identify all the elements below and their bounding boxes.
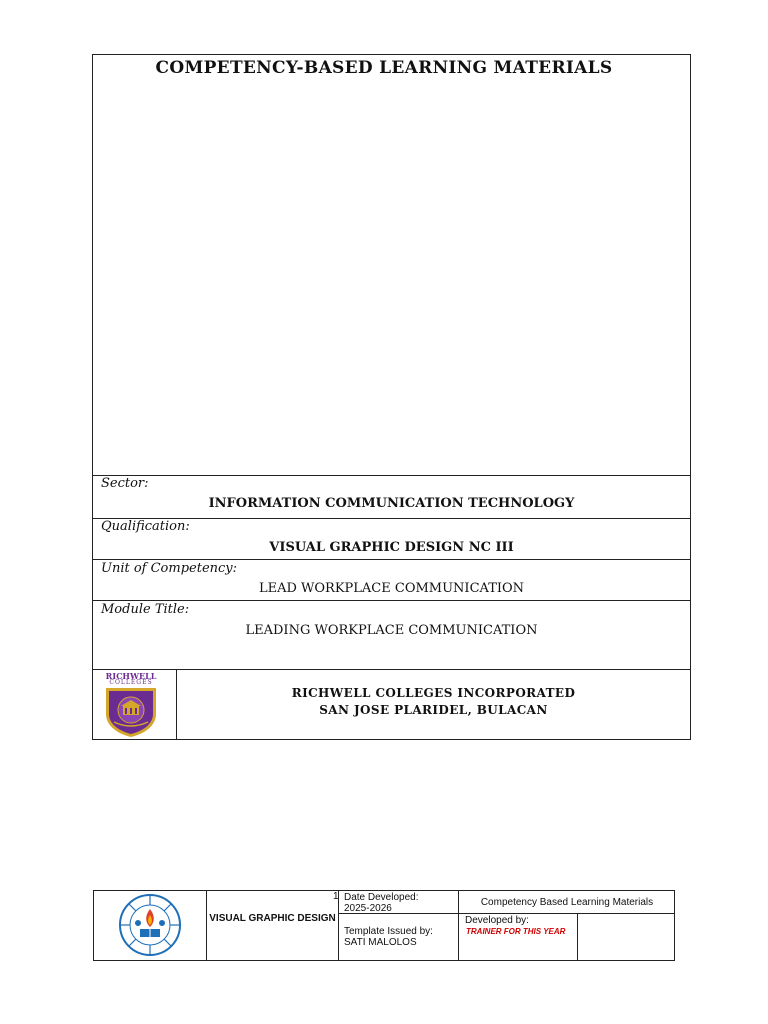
footer-developed-by-value: TRAINER FOR THIS YEAR [466, 927, 566, 936]
footer-program: VISUAL GRAPHIC DESIGN [209, 913, 336, 924]
sector-label: Sector: [101, 476, 149, 491]
footer-col-divider-1 [206, 890, 207, 961]
module-divider [92, 600, 691, 601]
footer-developed-by-label: Developed by: [465, 915, 529, 926]
qualification-value: VISUAL GRAPHIC DESIGN NC III [269, 540, 514, 555]
org-divider [92, 669, 691, 670]
unit-label: Unit of Competency: [101, 561, 238, 576]
org-name: RICHWELL COLLEGES INCORPORATED [291, 686, 576, 700]
sati-seal-icon [108, 893, 192, 957]
sector-value: INFORMATION COMMUNICATION TECHNOLOGY [208, 496, 575, 511]
module-value: LEADING WORKPLACE COMMUNICATION [245, 623, 538, 638]
logo-text-richwell: RICHWELL [105, 671, 157, 681]
footer-date-developed-value: 2025-2026 [344, 903, 392, 914]
module-label: Module Title: [101, 602, 190, 617]
footer-template-issued-label: Template Issued by: [344, 926, 433, 937]
footer-doc-type: Competency Based Learning Materials [480, 897, 654, 908]
richwell-logo [100, 672, 162, 738]
shield-icon [100, 686, 162, 738]
unit-value: LEAD WORKPLACE COMMUNICATION [258, 581, 525, 596]
footer-page-number: 1 [333, 891, 339, 902]
org-address: SAN JOSE PLARIDEL, BULACAN [319, 703, 548, 717]
footer-template-issued-value: SATI MALOLOS [344, 937, 417, 948]
sector-divider [92, 475, 691, 476]
qualification-label: Qualification: [101, 519, 190, 534]
logo-text-colleges: COLLEGES [109, 679, 153, 686]
document-title: COMPETENCY-BASED LEARNING MATERIALS [155, 58, 613, 78]
footer-date-developed-label: Date Developed: [344, 892, 419, 903]
unit-divider [92, 559, 691, 560]
footer-col-divider-4 [577, 913, 578, 961]
